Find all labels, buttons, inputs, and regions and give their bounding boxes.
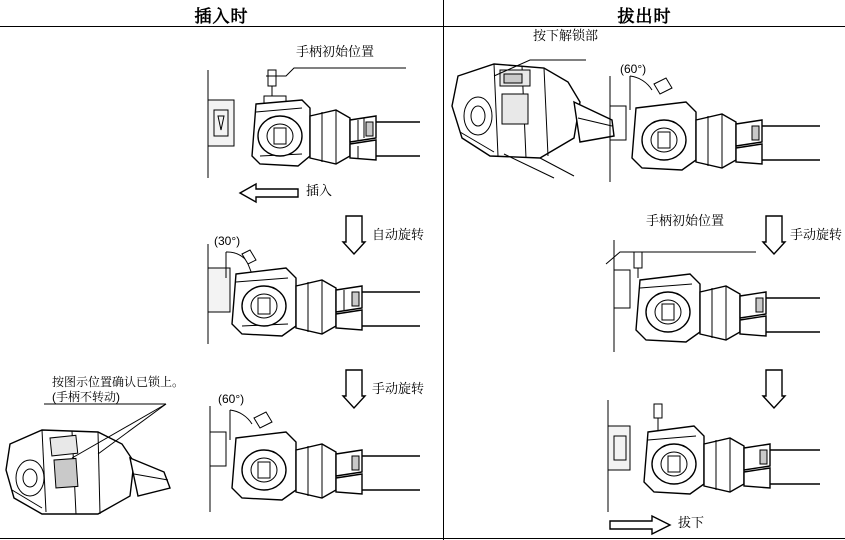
right-leader-press-unlock [490,48,590,82]
bottom-divider-line [0,538,845,539]
left-label-insert: 插入 [306,183,333,198]
left-label-auto-rotate: 自动旋转 [372,227,425,242]
left-label-confirm-lock-line2: (手柄不转动) [52,390,120,404]
insert-arrow-icon [238,182,300,204]
left-step2-connector-illustration [190,238,420,348]
right-step1-connector-illustration [596,66,820,186]
pull-out-arrow-icon [610,514,672,536]
right-label-press-unlock: 按下解锁部 [533,28,599,43]
right-label-pull-out: 拔下 [678,515,705,530]
column-header-remove: 拔出时 [617,7,672,26]
left-step3-connector-illustration [196,396,420,516]
left-angle-30-label: (30°) [214,234,241,248]
right-angle-60-label: (60°) [620,62,647,76]
right-step2-connector-illustration [596,236,820,356]
left-label-handle-initial: 手柄初始位置 [296,44,375,59]
right-label-manual-rotate: 手动旋转 [790,227,843,242]
column-header-insert: 插入时 [194,7,249,26]
right-step3-connector-illustration [596,396,820,516]
left-label-confirm-lock-line1: 按图示位置确认已锁上。 [52,375,185,389]
left-angle-60-label: (60°) [218,392,245,406]
left-label-manual-rotate: 手动旋转 [372,381,425,396]
right-label-handle-initial: 手柄初始位置 [646,213,725,228]
